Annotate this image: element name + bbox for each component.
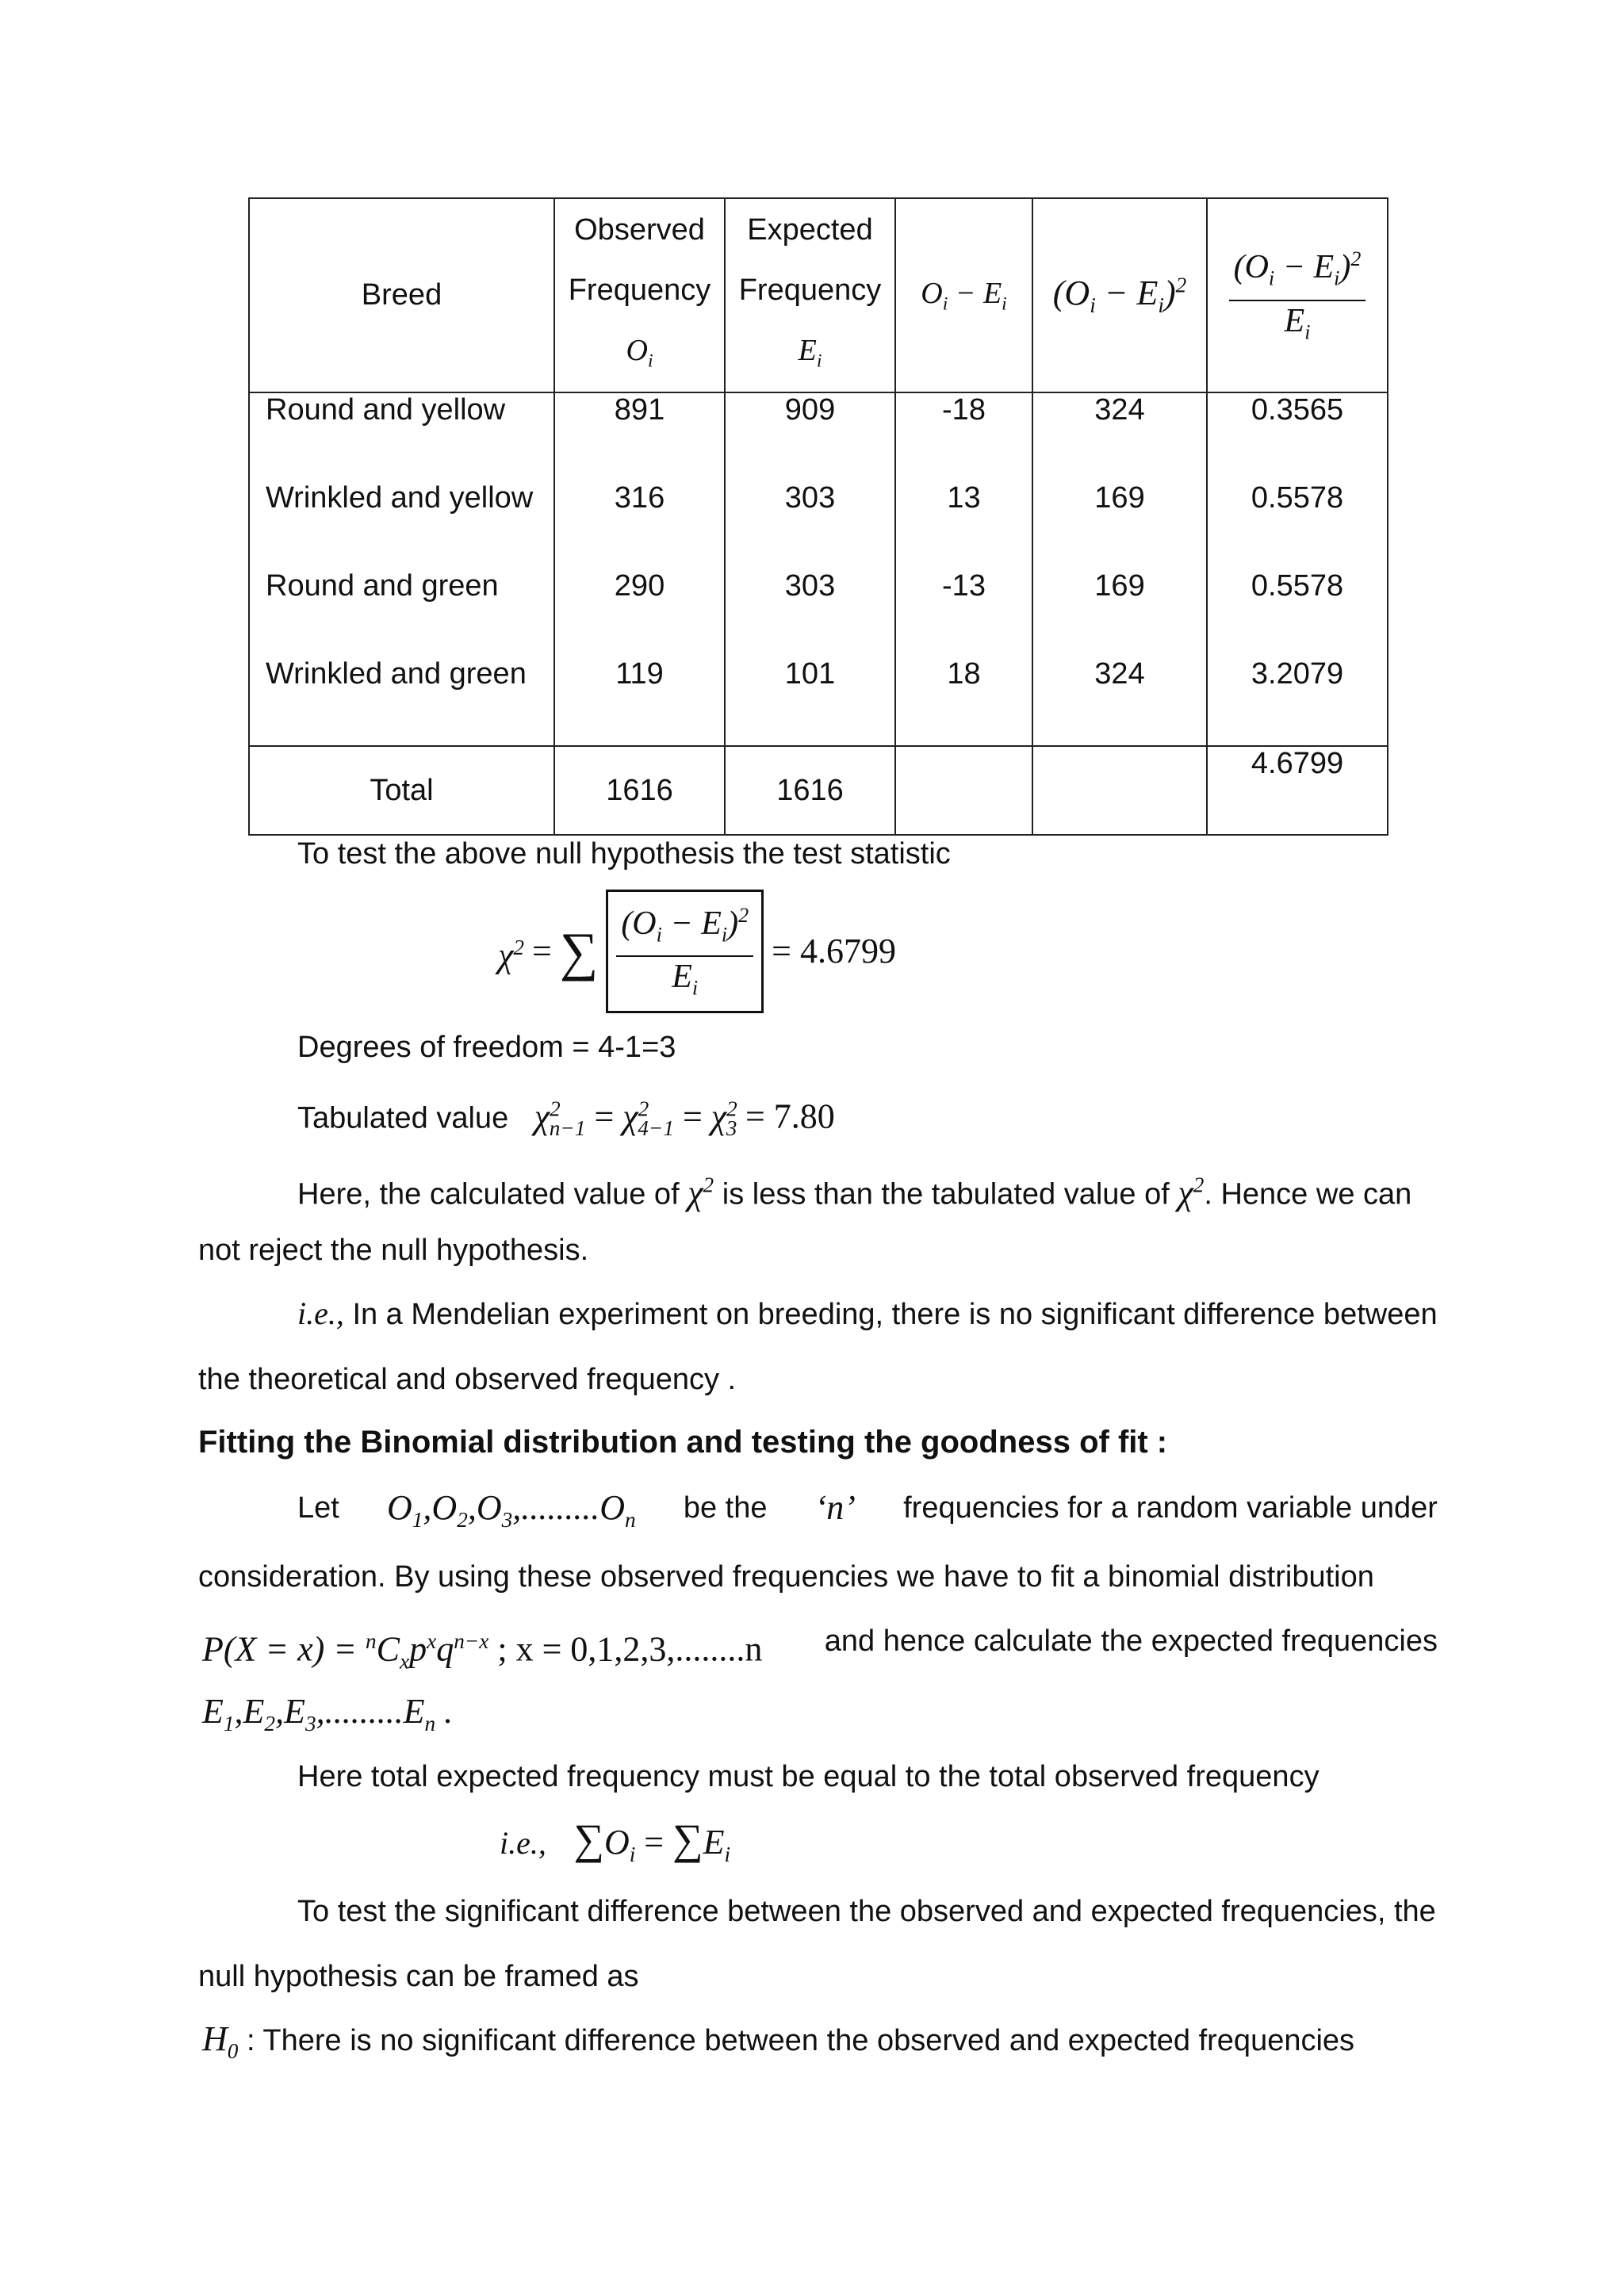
ratio-cell: 0.3565 bbox=[1207, 392, 1388, 481]
breed-cell: Wrinkled and yellow bbox=[249, 481, 554, 569]
total-expected-line: Here total expected frequency must be equal to the total observed frequency bbox=[297, 1760, 1320, 1793]
ratio-cell: 0.5578 bbox=[1207, 481, 1388, 569]
observed-cell: 316 bbox=[554, 481, 725, 569]
tabulated-value-line: Tabulated value $\chi^2_{n-1} = \chi^2_{4-1} = \chi^2_3 = 7.80$ bbox=[297, 1096, 835, 1141]
table-row bbox=[249, 392, 1388, 481]
difference-cell: 13 bbox=[895, 481, 1032, 569]
observed-cell: 891 bbox=[554, 392, 725, 481]
chi-square-formula: $\chi^2$ = ∑ $\frac{(O_i - E_i)^2}{E_i}$ = 4.6799 bbox=[498, 900, 896, 1003]
difference-squared-cell: 169 bbox=[1032, 569, 1207, 657]
observed-cell: 119 bbox=[554, 657, 725, 746]
difference-cell: -18 bbox=[895, 392, 1032, 481]
header-difference-squared: $(O_i - E_i)^2$ bbox=[1032, 198, 1207, 392]
total-label-cell: Total bbox=[249, 746, 554, 835]
difference-cell: -13 bbox=[895, 569, 1032, 657]
breed-cell: Round and yellow bbox=[249, 392, 554, 481]
header-breed: Breed bbox=[249, 198, 554, 392]
test-significance-line2: null hypothesis can be framed as bbox=[198, 1960, 639, 1993]
breed-cell: Wrinkled and green bbox=[249, 657, 554, 746]
tabulated-value: = 7.80 bbox=[745, 1096, 835, 1136]
difference-squared-cell: 169 bbox=[1032, 481, 1207, 569]
sum-equality-line: i.e., $\sum O_i = \sum E_i$ bbox=[500, 1816, 731, 1866]
difference-squared-cell: 324 bbox=[1032, 657, 1207, 746]
binomial-pmf-line: $P(X = x) = ^nC_xp^xq^{n-x}$ ; x = 0,1,2,3,........n and hence calculate the expected frequencies bbox=[202, 1624, 1438, 1674]
null-hypothesis-line: $H_0$ : There is no significant difference between the observed and expected frequencies bbox=[202, 2019, 1355, 2063]
expected-cell: 101 bbox=[725, 657, 895, 746]
expected-frequencies-list: $E_1,E_2,E_3,.........E_n$ . bbox=[202, 1692, 454, 1735]
let-paragraph: Let $O_1,O_2,O_3,.........O_n$ be the ‘n’ frequencies for a random variable under bbox=[297, 1488, 1438, 1532]
total-ratio-cell: 4.6799 bbox=[1207, 746, 1388, 835]
difference-cell: 18 bbox=[895, 657, 1032, 746]
ratio-cell: 3.2079 bbox=[1207, 657, 1388, 746]
table-total-row bbox=[249, 746, 1388, 835]
test-statistic-intro: To test the above null hypothesis the test statistic bbox=[297, 837, 951, 871]
consideration-line: consideration. By using these observed frequencies we have to fit a binomial distribution bbox=[198, 1560, 1374, 1594]
header-expected: Expected Frequency $E_i$ bbox=[725, 198, 895, 392]
total-empty-cell bbox=[895, 746, 1032, 835]
section-heading: Fitting the Binomial distribution and testing the goodness of fit : bbox=[198, 1425, 1168, 1460]
test-significance-line1: To test the significant difference between the observed and expected frequencies, the bbox=[297, 1895, 1436, 1928]
expected-cell: 303 bbox=[725, 569, 895, 657]
total-expected-cell: 1616 bbox=[725, 746, 895, 835]
calculated-value-paragraph: Here, the calculated value of $\chi^2$ is less than the tabulated value of $\chi^2$. Hence we can bbox=[297, 1173, 1412, 1212]
breed-cell: Round and green bbox=[249, 569, 554, 657]
calculated-value-paragraph-line2: not reject the null hypothesis. bbox=[198, 1234, 589, 1267]
table-header-row bbox=[249, 198, 1388, 392]
header-observed: Observed Frequency $O_i$ bbox=[554, 198, 725, 392]
total-empty-cell bbox=[1032, 746, 1207, 835]
total-observed-cell: 1616 bbox=[554, 746, 725, 835]
observed-cell: 290 bbox=[554, 569, 725, 657]
expected-cell: 303 bbox=[725, 481, 895, 569]
chi-square-value: = 4.6799 bbox=[772, 932, 896, 970]
table-row bbox=[249, 481, 1388, 569]
degrees-of-freedom: Degrees of freedom = 4-1=3 bbox=[297, 1031, 676, 1064]
header-difference: $O_i - E_i$ bbox=[895, 198, 1032, 392]
table-row bbox=[249, 569, 1388, 657]
ie-paragraph: i.e., In a Mendelian experiment on breeding, there is no significant difference between bbox=[297, 1295, 1438, 1331]
expected-cell: 909 bbox=[725, 392, 895, 481]
difference-squared-cell: 324 bbox=[1032, 392, 1207, 481]
ratio-cell: 0.5578 bbox=[1207, 569, 1388, 657]
ie-paragraph-line2: the theoretical and observed frequency . bbox=[198, 1363, 737, 1396]
header-ratio: $\frac{(O_i - E_i)^2}{E_i}$ bbox=[1207, 198, 1388, 392]
table-row bbox=[249, 657, 1388, 746]
chi-square-table bbox=[248, 197, 1388, 836]
